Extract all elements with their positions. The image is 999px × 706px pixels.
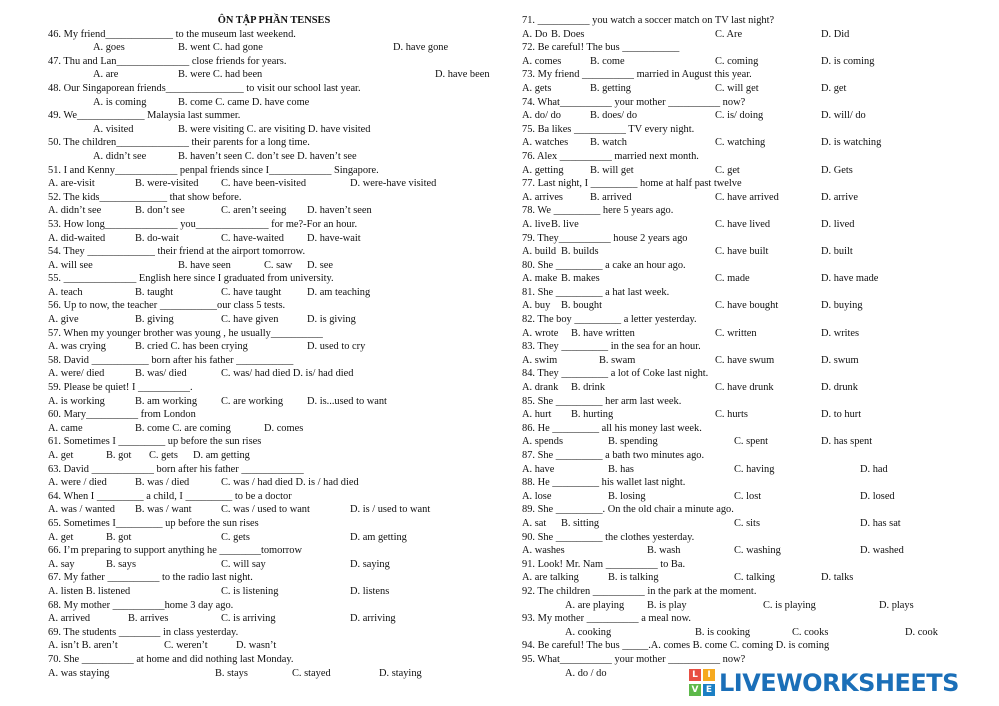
- answer-option: C. saw: [264, 259, 293, 271]
- answer-option: C. Are: [715, 28, 743, 40]
- answer-option: B. come C. came D. have come: [178, 96, 310, 108]
- answer-option: C. have taught: [221, 286, 282, 298]
- answer-option: D. plays: [879, 599, 914, 611]
- question-line: 73. My friend __________ married in August this year.: [522, 69, 752, 81]
- question-line: 90. She _________ the clothes yesterday.: [522, 531, 695, 543]
- answer-option: B. will get: [590, 164, 634, 176]
- question-line: 71. __________ you watch a soccer match on TV last night?: [522, 15, 775, 26]
- question-line: 80. She _________ a cake an hour ago.: [522, 259, 686, 271]
- logo-badge-letter: L: [689, 669, 701, 681]
- answer-option: B. losing: [608, 490, 646, 502]
- options-line: [48, 177, 500, 191]
- answer-option: D. built: [821, 246, 853, 258]
- answer-option: D. will/ do: [821, 110, 866, 122]
- answer-option: A. getting: [522, 164, 564, 176]
- question-line: 53. How long______________ you______________ for me?-For an hour.: [48, 218, 358, 230]
- answer-option: C. have bought: [715, 300, 779, 312]
- options-line: [522, 517, 974, 531]
- options-line: [522, 191, 974, 205]
- answer-option: D. arrive: [821, 191, 858, 203]
- answer-option: D. to hurt: [821, 409, 862, 421]
- answer-option: D. has sat: [860, 517, 901, 529]
- question-line: 85. She _________ her arm last week.: [522, 395, 682, 407]
- options-line: [48, 41, 500, 55]
- options-line: [522, 408, 974, 422]
- answer-option: D. am teaching: [307, 286, 371, 298]
- answer-option: A. did-waited: [48, 232, 106, 244]
- answer-option: C. was / had died D. is / had died: [221, 477, 359, 489]
- answer-option: D. washed: [860, 545, 904, 557]
- question-line: 66. I’m preparing to support anything he ________tomorrow: [48, 545, 302, 557]
- options-line: [522, 82, 974, 96]
- answer-option: C. have given: [221, 314, 279, 326]
- answer-option: A. swim: [522, 354, 558, 366]
- answer-option: D. buying: [821, 300, 863, 312]
- logo-badge-letter: I: [703, 669, 715, 681]
- answer-option: A. visited: [93, 123, 134, 135]
- right-column: [522, 14, 974, 680]
- answer-option: A. drank: [522, 382, 559, 394]
- question-line: 58. David ___________ born after his father ___________: [48, 354, 294, 366]
- answer-option: D. has spent: [821, 436, 873, 448]
- answer-option: A. are: [93, 69, 119, 81]
- answer-option: C. was/ had died D. is/ had died: [221, 368, 354, 380]
- answer-option: B. wash: [647, 545, 681, 557]
- question-line: 64. When I _________ a child, I _________ to be a doctor: [48, 490, 292, 502]
- answer-option: A. didn’t see: [93, 150, 147, 162]
- answer-option: D. drunk: [821, 382, 858, 394]
- answer-option: A. wrote: [522, 327, 559, 339]
- options-line: [48, 639, 500, 653]
- options-line: [522, 626, 974, 640]
- answer-option: D. comes: [264, 422, 304, 434]
- question-line: 93. My mother __________ a meal now.: [522, 613, 692, 625]
- options-line: [522, 136, 974, 150]
- options-line: [522, 490, 974, 504]
- answer-option: D. have gone: [393, 42, 449, 54]
- answer-option: C. having: [734, 463, 775, 475]
- answer-option: B. giving: [135, 314, 174, 326]
- answer-option: B. have written: [571, 327, 635, 339]
- question-line: 81. She _________ a hat last week.: [522, 286, 670, 298]
- options-line: [522, 164, 974, 178]
- question-line: 75. Ba likes __________ TV every night.: [522, 123, 695, 135]
- answer-option: C. have been-visited: [221, 178, 307, 190]
- answer-option: B. is talking: [608, 572, 659, 584]
- answer-option: D. is coming: [821, 55, 875, 67]
- answer-option: C. is listening: [221, 585, 279, 597]
- answer-option: B. were-visited: [135, 178, 199, 190]
- answer-option: C. was / used to want: [221, 504, 310, 516]
- answer-option: C. will say: [221, 558, 266, 570]
- answer-option: A. are-visit: [48, 178, 95, 190]
- question-line: 70. She __________ at home and did nothing last Monday.: [48, 653, 294, 665]
- options-line: [48, 395, 500, 409]
- question-line: 51. I and Kenny____________ penpal friends since I____________ Singapore.: [48, 164, 379, 176]
- answer-option: B. swam: [599, 354, 636, 366]
- answer-option: D. have made: [821, 273, 879, 285]
- question-line: 79. They__________ house 2 years ago: [522, 232, 688, 244]
- options-line: [48, 150, 500, 164]
- answer-option: B. were C. had been: [178, 69, 263, 81]
- question-line: 87. She _________ a bath two minutes ago.: [522, 450, 705, 461]
- answer-option: A. do / do: [565, 667, 607, 679]
- answer-option: C. stayed: [292, 667, 331, 679]
- question-line: 49. We_____________ Malaysia last summer.: [48, 110, 241, 122]
- question-line: 92. The children __________ in the park at the moment.: [522, 585, 757, 597]
- answer-option: B. was/ died: [135, 368, 187, 380]
- answer-option: B. got: [106, 531, 132, 543]
- answer-option: C. spent: [734, 436, 769, 448]
- options-line: [522, 599, 974, 613]
- options-line: [48, 476, 500, 490]
- options-line: [522, 28, 974, 42]
- options-line: [522, 218, 974, 232]
- answer-option: C. made: [715, 273, 750, 285]
- answer-option: C. gets: [149, 450, 178, 461]
- answer-option: B. builds: [561, 246, 599, 258]
- answer-option: C. will get: [715, 82, 759, 94]
- answer-option: C. aren’t seeing: [221, 205, 287, 217]
- answer-option: D. is giving: [307, 314, 356, 326]
- answer-option: D. were-have visited: [350, 178, 437, 190]
- options-line: [48, 123, 500, 137]
- answer-option: A. was / wanted: [48, 504, 115, 516]
- options-line: [48, 449, 500, 463]
- answer-option: A. teach: [48, 286, 83, 298]
- options-line: [48, 422, 500, 436]
- answer-option: D. get: [821, 82, 847, 94]
- answer-option: A. sat: [522, 517, 547, 529]
- options-line: [48, 558, 500, 572]
- answer-option: D. am getting: [350, 531, 407, 543]
- answer-option: D. is / used to want: [350, 504, 431, 516]
- logo-text: LIVEWORKSHEETS: [719, 669, 959, 697]
- options-line: [48, 259, 500, 273]
- question-line: 55. ______________ English here since I graduated from university.: [48, 273, 334, 285]
- answer-option: D. saying: [350, 558, 390, 570]
- options-line: [522, 245, 974, 259]
- answer-option: D. wasn’t: [236, 640, 277, 652]
- answer-option: B. Does: [551, 28, 585, 40]
- answer-option: A. gets: [522, 82, 552, 94]
- question-line: 72. Be careful! The bus ___________: [522, 42, 680, 54]
- answer-option: D. am getting: [193, 450, 250, 461]
- answer-option: A. live: [522, 218, 551, 230]
- question-line: 48. Our Singaporean friends_______________ to visit our school last year.: [48, 82, 361, 94]
- question-line: 57. When my younger brother was young , he usually__________: [48, 327, 323, 339]
- question-line: 83. They _________ in the sea for an hour.: [522, 341, 701, 353]
- answer-option: D. used to cry: [307, 341, 366, 353]
- options-line: [522, 272, 974, 286]
- answer-option: A. isn’t B. aren’t: [48, 640, 118, 652]
- answer-option: A. get: [48, 531, 74, 543]
- question-line: 88. He _________ his wallet last night.: [522, 477, 686, 489]
- question-line: 95. What__________ your mother __________ now?: [522, 653, 746, 665]
- answer-option: D. lived: [821, 218, 855, 230]
- question-line: 69. The students ________ in class yesterday.: [48, 626, 239, 638]
- answer-option: B. have seen: [178, 259, 231, 271]
- answer-option: A. were/ died: [48, 368, 105, 380]
- answer-option: D. is...used to want: [307, 395, 387, 407]
- answer-option: D. losed: [860, 490, 895, 502]
- answer-option: B. taught: [135, 286, 174, 298]
- options-line: [48, 68, 500, 82]
- answer-option: C. hurts: [715, 409, 748, 421]
- answer-option: C. lost: [734, 490, 762, 502]
- answer-option: D. listens: [350, 585, 390, 597]
- answer-option: B. makes: [561, 273, 600, 285]
- answer-option: C. sits: [734, 517, 760, 529]
- question-line: 94. Be careful! The bus _____.A. comes B. come C. coming D. is coming: [522, 640, 830, 652]
- answer-option: B. spending: [608, 436, 658, 448]
- answer-option: B. am working: [135, 395, 198, 407]
- question-line: 63. David ____________ born after his father ____________: [48, 463, 304, 475]
- answer-option: B. do-wait: [135, 232, 179, 244]
- answer-option: A. buy: [522, 300, 551, 312]
- answer-option: A. are talking: [522, 572, 579, 584]
- options-line: [522, 299, 974, 313]
- question-line: 59. Please be quiet! I __________.: [48, 382, 193, 394]
- answer-option: A. will see: [48, 259, 93, 271]
- options-line: [48, 667, 500, 681]
- answer-option: B. does/ do: [590, 110, 638, 122]
- options-line: [48, 96, 500, 110]
- answer-option: A. comes: [522, 55, 562, 67]
- question-line: 47. Thu and Lan______________ close friends for years.: [48, 55, 287, 67]
- answer-option: B. drink: [571, 382, 606, 394]
- answer-option: D. Did: [821, 28, 850, 40]
- answer-option: B. cried C. has been crying: [135, 341, 248, 353]
- options-line: [48, 286, 500, 300]
- answer-option: A. cooking: [565, 626, 612, 638]
- question-line: 50. The children______________ their parents for a long time.: [48, 137, 310, 149]
- logo-badge-letter: E: [703, 684, 715, 696]
- answer-option: C. watching: [715, 137, 766, 149]
- answer-option: D. see: [307, 259, 333, 271]
- question-line: 61. Sometimes I _________ up before the sun rises: [48, 436, 262, 448]
- answer-option: D. arriving: [350, 613, 396, 625]
- options-line: [48, 232, 500, 246]
- answer-option: D. cook: [905, 626, 938, 638]
- answer-option: B. sitting: [561, 517, 600, 529]
- options-line: [48, 367, 500, 381]
- question-line: 78. We _________ here 5 years ago.: [522, 205, 674, 217]
- answer-option: C. get: [715, 164, 740, 176]
- options-line: [522, 571, 974, 585]
- options-line: [522, 55, 974, 69]
- answer-option: B. went C. had gone: [178, 42, 263, 54]
- question-line: 67. My father __________ to the radio last night.: [48, 572, 253, 584]
- answer-option: C. washing: [734, 545, 781, 557]
- options-line: [522, 544, 974, 558]
- answer-option: B. bought: [561, 300, 602, 312]
- liveworksheets-logo: [689, 668, 991, 698]
- answer-option: B. come C. are coming: [135, 422, 231, 434]
- question-line: 56. Up to now, the teacher ___________our class 5 tests.: [48, 300, 286, 312]
- answer-option: C. are working: [221, 395, 284, 407]
- answer-option: D. had: [860, 463, 888, 475]
- question-line: 68. My mother __________home 3 day ago.: [48, 599, 234, 611]
- answer-option: B. arrives: [128, 613, 169, 625]
- answer-option: D. staying: [379, 667, 422, 679]
- answer-option: A. goes: [93, 42, 125, 54]
- answer-option: D. swum: [821, 354, 859, 366]
- options-line: [522, 435, 974, 449]
- answer-option: A. arrived: [48, 613, 91, 625]
- question-line: 91. Look! Mr. Nam __________ to Ba.: [522, 558, 686, 570]
- answer-option: B. arrived: [590, 191, 632, 203]
- answer-option: A. are playing: [565, 599, 625, 611]
- answer-option: C. have swum: [715, 354, 775, 366]
- answer-option: D. Gets: [821, 164, 853, 176]
- question-line: 82. The boy _________ a letter yesterday.: [522, 314, 697, 326]
- logo-badge-icon: [689, 669, 715, 697]
- answer-option: D. have-wait: [307, 232, 361, 244]
- answer-option: A. get: [48, 450, 74, 461]
- answer-option: B. stays: [215, 667, 248, 679]
- answer-option: B. was / want: [135, 504, 192, 516]
- left-column: [48, 14, 500, 680]
- answer-option: C. have drunk: [715, 382, 774, 394]
- answer-option: C. written: [715, 327, 757, 339]
- answer-option: B. come: [590, 55, 625, 67]
- answer-option: A. give: [48, 314, 79, 326]
- answer-option: B. watch: [590, 137, 627, 149]
- answer-option: A. is working: [48, 395, 105, 407]
- question-line: 54. They _____________ their friend at the airport tomorrow.: [48, 246, 306, 258]
- answer-option: C. is playing: [763, 599, 816, 611]
- options-line: [48, 612, 500, 626]
- options-line: [522, 354, 974, 368]
- answer-option: C. have lived: [715, 218, 771, 230]
- answer-option: B. hurting: [571, 409, 614, 421]
- answer-option: A. came: [48, 422, 83, 434]
- answer-option: B. is play: [647, 599, 687, 611]
- answer-option: A. hurt: [522, 409, 552, 421]
- answer-option: A. have: [522, 463, 555, 475]
- options-line: [48, 503, 500, 517]
- options-line: [48, 585, 500, 599]
- answer-option: B. were visiting C. are visiting D. have visited: [178, 123, 371, 135]
- question-line: 77. Last night, I _________ home at half past twelve: [522, 178, 742, 190]
- answer-option: A. is coming: [93, 96, 147, 108]
- answer-option: C. is/ doing: [715, 110, 764, 122]
- answer-option: B. has: [608, 463, 634, 475]
- answer-option: A. say: [48, 558, 75, 570]
- answer-option: A. didn’t see: [48, 205, 102, 217]
- question-line: 52. The kids_____________ that show before.: [48, 191, 242, 203]
- answer-option: C. talking: [734, 572, 775, 584]
- question-line: 65. Sometimes I_________ up before the sun rises: [48, 517, 259, 529]
- options-line: [48, 340, 500, 354]
- answer-option: C. weren’t: [164, 640, 208, 652]
- answer-option: B. is cooking: [695, 626, 751, 638]
- answer-option: D. is watching: [821, 137, 882, 149]
- answer-option: B. says: [106, 558, 137, 570]
- answer-option: C. is arriving: [221, 613, 276, 625]
- options-line: [522, 327, 974, 341]
- answer-option: B. was / died: [135, 477, 190, 489]
- question-line: 60. Mary__________ from London: [48, 409, 196, 421]
- options-line: [522, 381, 974, 395]
- answer-option: C. coming: [715, 55, 759, 67]
- worksheet-title: ÔN TẬP PHẦN TENSES: [217, 15, 331, 26]
- answer-option: C. cooks: [792, 626, 829, 638]
- answer-option: B. live: [551, 218, 579, 230]
- logo-badge-letter: V: [689, 684, 701, 696]
- answer-option: A. was staying: [48, 667, 110, 679]
- answer-option: D. talks: [821, 572, 854, 584]
- answer-option: D. haven’t seen: [307, 205, 372, 217]
- answer-option: B. got: [106, 450, 132, 461]
- answer-option: A. Do: [522, 28, 548, 40]
- answer-option: C. have built: [715, 246, 769, 258]
- options-line: [522, 109, 974, 123]
- answer-option: A. lose: [522, 490, 552, 502]
- options-line: [48, 313, 500, 327]
- options-line: [48, 531, 500, 545]
- answer-option: A. build: [522, 246, 557, 258]
- answer-option: C. gets: [221, 531, 250, 543]
- answer-option: A. spends: [522, 436, 563, 448]
- answer-option: A. washes: [522, 545, 565, 557]
- answer-option: C. have-waited: [221, 232, 284, 244]
- answer-option: D. have been: [435, 69, 490, 81]
- answer-option: A. arrives: [522, 191, 563, 203]
- answer-option: A. watches: [522, 137, 569, 149]
- answer-option: D. writes: [821, 327, 860, 339]
- question-line: 76. Alex __________ married next month.: [522, 150, 699, 162]
- answer-option: A. was crying: [48, 341, 107, 353]
- question-line: 74. What__________ your mother __________ now?: [522, 96, 746, 108]
- answer-option: A. do/ do: [522, 110, 561, 122]
- answer-option: A. make: [522, 273, 558, 285]
- question-line: 89. She _________. On the old chair a minute ago.: [522, 504, 734, 516]
- question-line: 46. My friend_____________ to the museum last weekend.: [48, 28, 296, 40]
- options-line: [48, 204, 500, 218]
- question-line: 86. He _________ all his money last week.: [522, 422, 702, 434]
- answer-option: B. getting: [590, 82, 631, 94]
- answer-option: B. don’t see: [135, 205, 185, 217]
- answer-option: A. were / died: [48, 477, 107, 489]
- options-line: [522, 463, 974, 477]
- answer-option: B. haven’t seen C. don’t see D. haven’t see: [178, 150, 357, 162]
- question-line: 84. They _________ a lot of Coke last night.: [522, 368, 709, 380]
- answer-option: A. listen B. listened: [48, 585, 131, 597]
- answer-option: C. have arrived: [715, 191, 779, 203]
